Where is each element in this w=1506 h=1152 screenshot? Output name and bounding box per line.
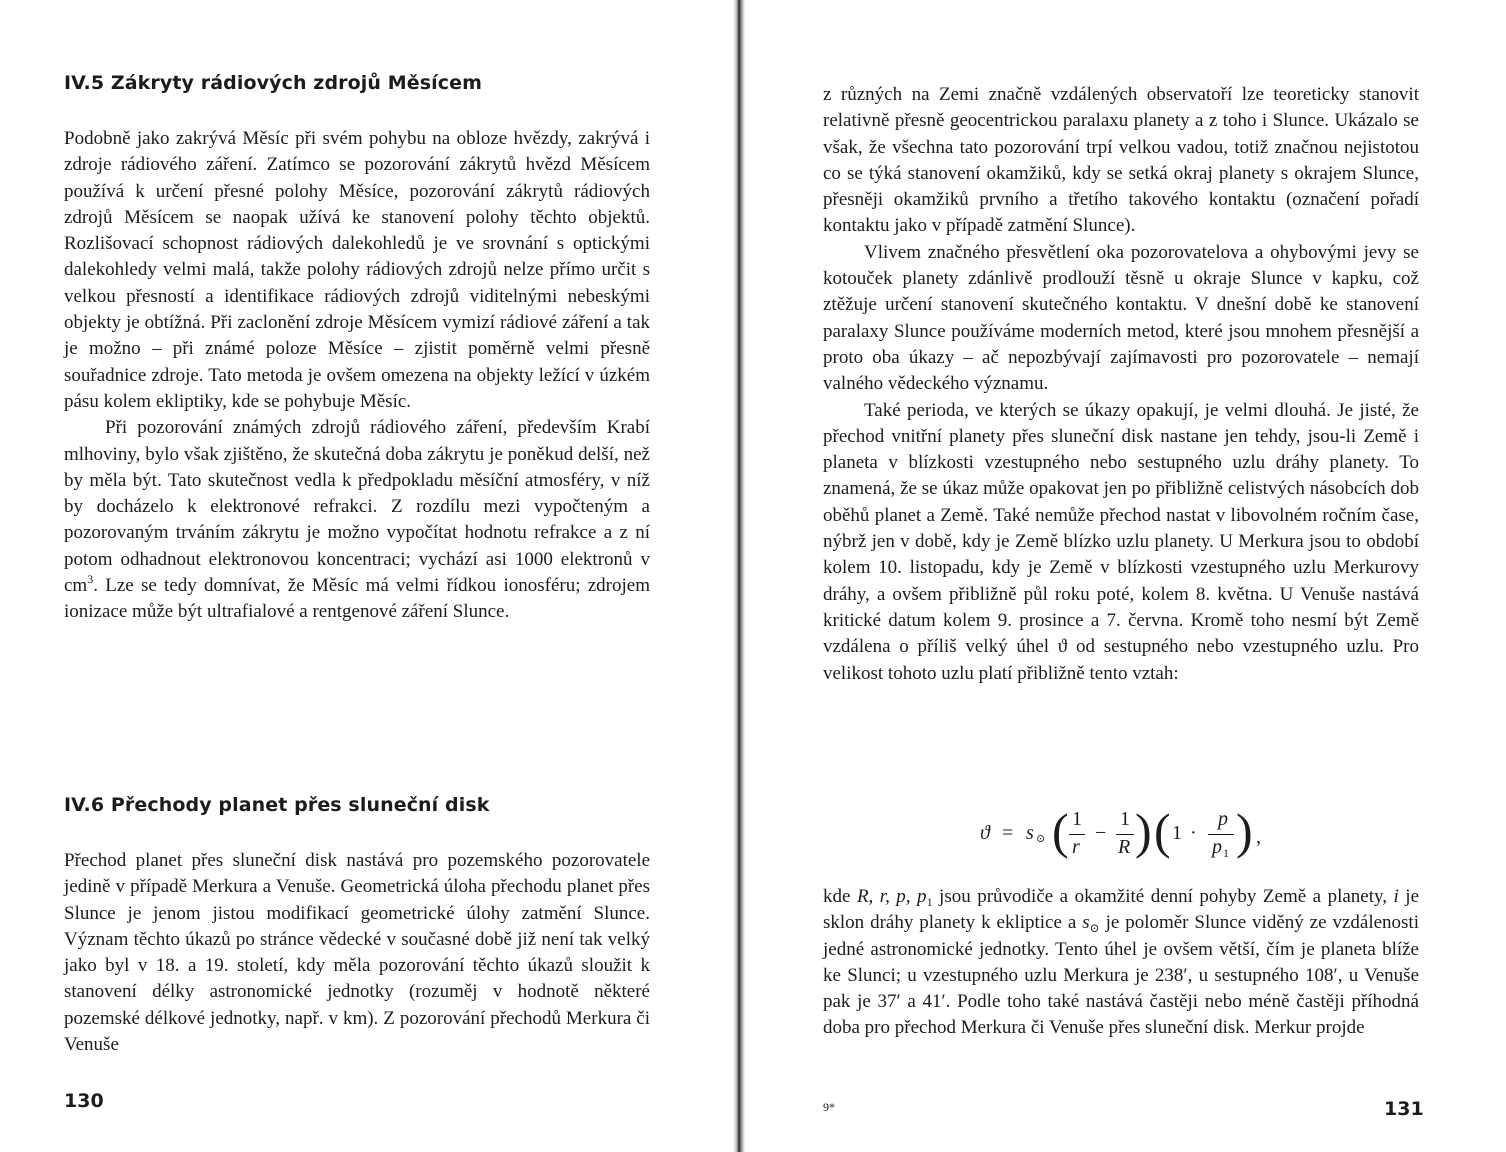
paragraph-iv6-1: Přechod planet přes sluneční disk nastává pro pozemského pozorovatele jedině v případě Merkura a Venuše. Geometrická úloha přechodu planet přes Slunce je jenom jistou modifikací geometrické úlohy zatmění Slunce. Význam těchto úkazů po stránce vědecké v současné době již není tak velký jako byl v 18. a 19. století, kdy měla pozorování těchto úkazů sloužit k stanovení délky astronomické jednotky (rozuměj v hodnotě některé pozemské délkové jednotky, např. v km). Z pozorování přechodů Merkura či Venuše <box>64 850 650 1056</box>
paragraph-iv5-1: Podobně jako zakrývá Měsíc při svém pohybu na obloze hvězdy, zakrývá i zdroje rádiového záření. Zatímco se pozorování zákrytů hvězd Měsícem používá k určení přesné polohy Měsíce, pozorování zákrytů rádiových zdrojů Měsícem se naopak užívá ke stanovení polohy těchto objektů. Rozlišovací schopnost rádiových dalekohledů je ve srovnání s optickými dalekohledy velmi malá, takže polohy rádiových zdrojů nelze přímo určit s velkou přesností a identifikace rádiových zdrojů viditelnými nebeskými objekty je obtížná. Při zaclonění zdroje Měsícem vymizí rádiové záření a tak je možno – při známé poloze Měsíce – zjistit poměrně velmi přesně souřadnice zdroje. Tato metoda je ovšem omezena na objekty ležící v úzkém pásu kolem ekliptiky, kde se pohybuje Měsíc. <box>64 128 650 412</box>
equation-sun-subscript: ⊙ <box>1036 833 1046 845</box>
equation-paren-close-1: ) <box>1135 803 1152 859</box>
equation-num-1: 1 <box>1072 808 1082 830</box>
paragraph-iv5-2-text: Při pozorování známých zdrojů rádiového záření, především Krabí mlhoviny, bylo však zjištěno, že skutečná doba zákrytu je poněkud delší, než by měla být. Tato skutečnost vedla k předpokladu měsíční atmosféry, v níž by docházelo k elektronové refrakci. Z rozdílu mezi vypočteným a pozorovaným trváním zákrytu je možno vypočítat hodnotu refrakce a z ní potom odhadnout elektronovou koncentraci; vychází asi 1000 elektronů v cm <box>64 417 650 597</box>
equation-paren-close-2: ) <box>1236 803 1253 859</box>
printer-signature-mark: 9* <box>823 1100 835 1114</box>
subscript-p1: 1 <box>926 895 933 909</box>
section-heading-iv5: IV.5 Zákryty rádiových zdrojů Měsícem <box>64 72 482 94</box>
equation-one: 1 <box>1172 822 1182 844</box>
equation-s-symbol: s <box>1026 822 1034 844</box>
variable-i: i <box>1393 886 1399 907</box>
equation-comma: , <box>1256 826 1261 848</box>
equation-dot: · <box>1190 822 1197 844</box>
section-heading-iv6: IV.6 Přechody planet přes sluneční disk <box>64 794 490 816</box>
superscript-cubed: 3 <box>87 572 94 587</box>
equation-equals: = <box>1002 822 1014 844</box>
paragraph-right-2: Vlivem značného přesvětlení oka pozorovatelova a ohybovými jevy se kotouček planety zdánlivě prodlouží těsně u okraje Slunce v kapku, což ztěžuje určení stanovení skutečného kontaktu. V dnešní době ke stanovení paralaxy Slunce používáme moderních metod, které jsou mnohem přesnější a proto oba úkazy – ač nepozbývají zajímavosti pro pozorovatele – nemají valného vědeckého významu. <box>823 241 1419 395</box>
paragraph-right-4-lead: kde <box>823 886 857 907</box>
right-page-body <box>823 82 1419 687</box>
equation-den-1: r <box>1072 836 1080 858</box>
page-number-right: 131 <box>1384 1098 1424 1120</box>
left-page <box>0 0 733 1152</box>
book-gutter <box>733 0 745 1152</box>
paragraph-iv5-2-tail: . Lze se tedy domnívat, že Měsíc má velmi řídkou ionosféru; zdrojem ionizace může být ultrafialové a rentgenové záření Slunce. <box>64 575 650 623</box>
paragraph-iv5-2 <box>64 415 650 625</box>
equation-num-3: p <box>1218 808 1228 830</box>
equation-fraction-bar-3 <box>1208 834 1234 835</box>
equation-num-2: 1 <box>1120 808 1130 830</box>
variable-s: s <box>1082 912 1090 934</box>
equation-den-2: R <box>1118 836 1131 858</box>
equation-paren-open-1: ( <box>1052 803 1069 859</box>
equation-fraction-bar-2 <box>1116 834 1134 835</box>
variables-r-p: R, r, p, p <box>856 886 927 907</box>
paragraph-right-4 <box>823 884 1419 1042</box>
paragraph-right-4-text-b: je sklon dráhy planety k ekliptice a <box>823 886 1419 934</box>
equation-minus: − <box>1095 822 1107 844</box>
equation-den-3-subscript: 1 <box>1223 846 1229 860</box>
section-iv5-body <box>64 126 650 626</box>
right-page <box>745 0 1506 1152</box>
paragraph-right-1: z různých na Zemi značně vzdálených observatoří lze teoreticky stanovit relativně přesně geocentrickou paralaxu planety a z toho i Slunce. Ukázalo se však, že všechna tato pozorování trpí velkou vadou, totiž značnou nejistotou co se týká stanovení okamžiků, kdy se setká okraj planety s okrajem Slunce, přesněji okamžiků prvního a třetího takového kontaktu (označení pořadí kontaktu jako v případě zatmění Slunce). <box>823 84 1419 237</box>
equation-den-3: p <box>1212 836 1222 858</box>
paragraph-right-4-text-a: jsou průvodiče a okamžité denní pohyby Země a planety, <box>932 886 1394 907</box>
right-page-body-continued <box>823 884 1419 1042</box>
equation-fraction-bar-1 <box>1069 834 1085 835</box>
equation-paren-open-2: ( <box>1154 803 1171 859</box>
paragraph-right-4-text-c: je poloměr Slunce viděný ze vzdálenosti jedné astronomické jednotky. Tento úhel je ovšem větší, čím je planeta blíže ke Slunci; u vzestupného uzlu Merkura je 238′, u sestupného 108′, u Venuše pak je 37′ a 41′. Podle toho také nastává častěji nebo méně častěji příhodná doba pro přechod Merkura či Venuše přes sluneční disk. Merkur projde <box>823 912 1419 1039</box>
page-number-left: 130 <box>64 1090 104 1112</box>
sun-symbol-subscript: ⊙ <box>1089 921 1100 936</box>
paragraph-right-3: Také perioda, ve kterých se úkazy opakují, je velmi dlouhá. Je jisté, že přechod vnitřní planety přes sluneční disk nastane jen tehdy, jsou-li Země i planeta v blízkosti vzestupného nebo sestupného uzlu dráhy planety. To znamená, že se úkaz může opakovat jen po přibližně celistvých násobcích dob oběhů planet a Země. Také nemůže přechod nastat v libovolném ročním čase, nýbrž jen v době, kdy je Země blízko uzlu planety. U Merkura jsou to období kolem 10. listopadu, kdy je Země v blízkosti vzestupného uzlu Merkurovy dráhy, a ovšem přibližně půl roku poté, kolem 8. května. U Venuše nastává kritické datum kolem 9. prosince a 7. června. Kromě toho nesmí být Země vzdálena o příliš velký úhel ϑ od sestupného nebo vzestupného uzlu. Pro velikost tohoto uzlu platí přibližně tento vztah: <box>823 399 1419 684</box>
equation-theta: ϑ <box>980 822 990 844</box>
section-iv6-body <box>64 848 650 1058</box>
